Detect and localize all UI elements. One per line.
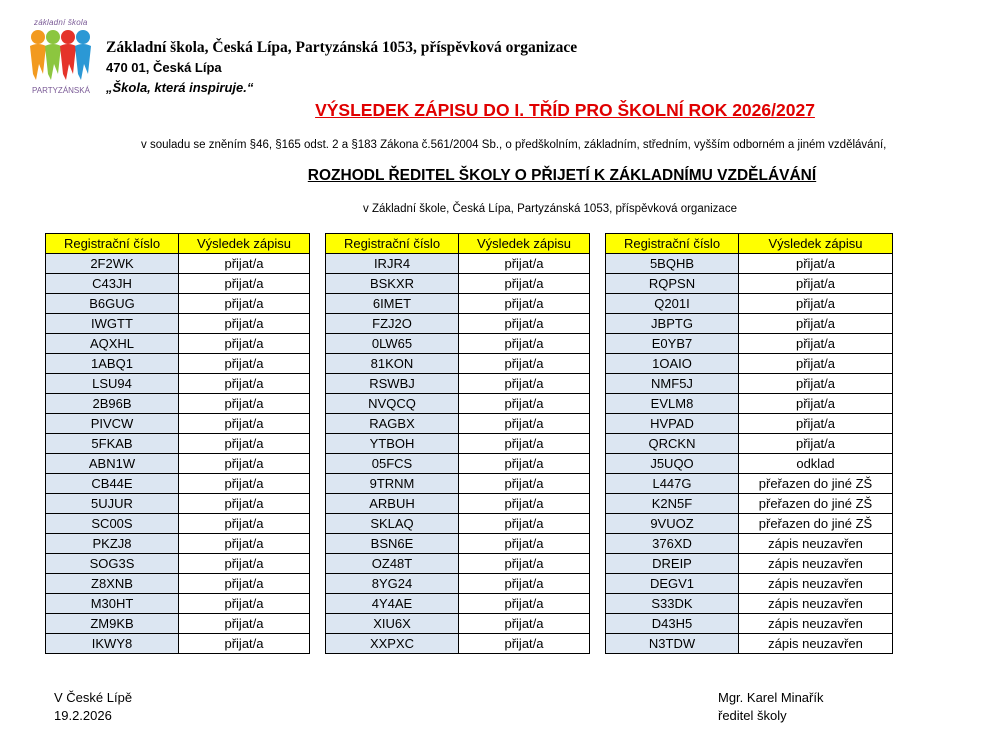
result-cell: přijat/a bbox=[459, 554, 590, 574]
table-row bbox=[606, 634, 893, 654]
table-row bbox=[326, 354, 590, 374]
registration-number-cell: 05FCS bbox=[326, 454, 459, 474]
table-row bbox=[606, 354, 893, 374]
table-row bbox=[46, 374, 310, 394]
table-row bbox=[46, 334, 310, 354]
result-cell: přijat/a bbox=[459, 494, 590, 514]
table-row bbox=[326, 274, 590, 294]
table-row bbox=[326, 314, 590, 334]
registration-number-cell: AQXHL bbox=[46, 334, 179, 354]
registration-number-cell: 5UJUR bbox=[46, 494, 179, 514]
registration-number-cell: RSWBJ bbox=[326, 374, 459, 394]
result-cell: přijat/a bbox=[179, 634, 310, 654]
result-cell: přijat/a bbox=[459, 394, 590, 414]
result-cell: přijat/a bbox=[179, 434, 310, 454]
registration-number-cell: XIU6X bbox=[326, 614, 459, 634]
registration-number-cell: HVPAD bbox=[606, 414, 739, 434]
table-row bbox=[606, 574, 893, 594]
table-row bbox=[46, 474, 310, 494]
registration-number-cell: 9TRNM bbox=[326, 474, 459, 494]
table-row bbox=[326, 554, 590, 574]
page-title: VÝSLEDEK ZÁPISU DO I. TŘÍD PRO ŠKOLNÍ ROK 2026/2027 bbox=[315, 100, 815, 120]
result-cell: přijat/a bbox=[459, 354, 590, 374]
table-row bbox=[46, 534, 310, 554]
result-cell: zápis neuzavřen bbox=[739, 554, 893, 574]
registration-number-cell: PIVCW bbox=[46, 414, 179, 434]
result-cell: odklad bbox=[739, 454, 893, 474]
registration-number-cell: ARBUH bbox=[326, 494, 459, 514]
table-row bbox=[46, 414, 310, 434]
registration-number-cell: D43H5 bbox=[606, 614, 739, 634]
registration-number-cell: K2N5F bbox=[606, 494, 739, 514]
result-cell: přijat/a bbox=[179, 374, 310, 394]
registration-number-cell: IKWY8 bbox=[46, 634, 179, 654]
registration-number-cell: BSN6E bbox=[326, 534, 459, 554]
result-cell: přijat/a bbox=[179, 594, 310, 614]
result-cell: přijat/a bbox=[179, 414, 310, 434]
registration-number-cell: L447G bbox=[606, 474, 739, 494]
registration-number-cell: 5FKAB bbox=[46, 434, 179, 454]
registration-number-cell: 8YG24 bbox=[326, 574, 459, 594]
table-row bbox=[606, 414, 893, 434]
table-row bbox=[606, 554, 893, 574]
result-cell: přijat/a bbox=[459, 314, 590, 334]
table-row bbox=[46, 494, 310, 514]
table-row bbox=[326, 434, 590, 454]
result-cell: přijat/a bbox=[179, 574, 310, 594]
table-row bbox=[46, 634, 310, 654]
registration-number-cell: S33DK bbox=[606, 594, 739, 614]
registration-number-cell: E0YB7 bbox=[606, 334, 739, 354]
table-row bbox=[606, 394, 893, 414]
table-row bbox=[46, 594, 310, 614]
registration-number-cell: 81KON bbox=[326, 354, 459, 374]
table-row bbox=[326, 454, 590, 474]
table-header-row bbox=[606, 234, 893, 254]
registration-number-cell: B6GUG bbox=[46, 294, 179, 314]
table-row bbox=[46, 394, 310, 414]
result-cell: přijat/a bbox=[739, 254, 893, 274]
result-cell: zápis neuzavřen bbox=[739, 574, 893, 594]
result-cell: zápis neuzavřen bbox=[739, 614, 893, 634]
result-cell: zápis neuzavřen bbox=[739, 634, 893, 654]
school-logo bbox=[28, 18, 94, 98]
table-row bbox=[606, 494, 893, 514]
law-reference: v souladu se zněním §46, §165 odst. 2 a §183 Zákona č.561/2004 Sb., o předškolním, základním, středním, vyšším odborném a jiném vzdělávání, bbox=[141, 139, 887, 151]
result-cell: přijat/a bbox=[459, 434, 590, 454]
registration-number-cell: RQPSN bbox=[606, 274, 739, 294]
result-cell: přijat/a bbox=[739, 274, 893, 294]
table-row bbox=[606, 314, 893, 334]
table-row bbox=[46, 454, 310, 474]
registration-number-cell: JBPTG bbox=[606, 314, 739, 334]
result-cell: přijat/a bbox=[459, 454, 590, 474]
registration-number-cell: OZ48T bbox=[326, 554, 459, 574]
school-name: Základní škola, Česká Lípa, Partyzánská 1053, příspěvková organizace bbox=[106, 39, 578, 56]
registration-number-cell: CB44E bbox=[46, 474, 179, 494]
result-cell: přijat/a bbox=[179, 474, 310, 494]
registration-number-cell: SOG3S bbox=[46, 554, 179, 574]
registration-number-cell: 9VUOZ bbox=[606, 514, 739, 534]
result-cell: přijat/a bbox=[179, 294, 310, 314]
registration-number-cell: 6IMET bbox=[326, 294, 459, 314]
registration-number-cell: NVQCQ bbox=[326, 394, 459, 414]
result-cell: přijat/a bbox=[459, 294, 590, 314]
registration-number-cell: 5BQHB bbox=[606, 254, 739, 274]
header-registration-number: Registrační číslo bbox=[606, 234, 739, 254]
table-row bbox=[46, 274, 310, 294]
registration-number-cell: XXPXC bbox=[326, 634, 459, 654]
signer-role: ředitel školy bbox=[718, 708, 787, 723]
result-cell: přijat/a bbox=[739, 434, 893, 454]
registration-number-cell: C43JH bbox=[46, 274, 179, 294]
result-cell: přeřazen do jiné ZŠ bbox=[739, 494, 893, 514]
school-address: 470 01, Česká Lípa bbox=[106, 60, 222, 75]
table-row bbox=[606, 514, 893, 534]
result-cell: přijat/a bbox=[739, 414, 893, 434]
header-result: Výsledek zápisu bbox=[179, 234, 310, 254]
registration-number-cell: SKLAQ bbox=[326, 514, 459, 534]
result-cell: zápis neuzavřen bbox=[739, 594, 893, 614]
registration-number-cell: DEGV1 bbox=[606, 574, 739, 594]
table-row bbox=[606, 434, 893, 454]
result-cell: přijat/a bbox=[739, 354, 893, 374]
registration-number-cell: ABN1W bbox=[46, 454, 179, 474]
table-row bbox=[46, 574, 310, 594]
registration-number-cell: IRJR4 bbox=[326, 254, 459, 274]
table-row bbox=[606, 374, 893, 394]
result-cell: zápis neuzavřen bbox=[739, 534, 893, 554]
result-cell: přijat/a bbox=[459, 534, 590, 554]
result-cell: přijat/a bbox=[739, 294, 893, 314]
result-cell: přijat/a bbox=[179, 354, 310, 374]
signature-place: V České Lípě bbox=[54, 690, 133, 705]
table-row bbox=[326, 414, 590, 434]
table-header-row bbox=[326, 234, 590, 254]
table-row bbox=[326, 514, 590, 534]
result-cell: přijat/a bbox=[179, 254, 310, 274]
table-row bbox=[606, 254, 893, 274]
registration-number-cell: Q201I bbox=[606, 294, 739, 314]
header-registration-number: Registrační číslo bbox=[326, 234, 459, 254]
table-row bbox=[606, 274, 893, 294]
result-cell: přijat/a bbox=[179, 494, 310, 514]
result-cell: přijat/a bbox=[179, 554, 310, 574]
result-cell: přijat/a bbox=[179, 274, 310, 294]
result-cell: přijat/a bbox=[739, 394, 893, 414]
table-row bbox=[606, 594, 893, 614]
registration-number-cell: EVLM8 bbox=[606, 394, 739, 414]
school-motto: „Škola, která inspiruje.“ bbox=[106, 80, 254, 95]
table-row bbox=[326, 374, 590, 394]
table-row bbox=[46, 614, 310, 634]
result-cell: přijat/a bbox=[179, 454, 310, 474]
result-cell: přijat/a bbox=[179, 314, 310, 334]
table-row bbox=[326, 534, 590, 554]
header-registration-number: Registrační číslo bbox=[46, 234, 179, 254]
header-result: Výsledek zápisu bbox=[739, 234, 893, 254]
table-row bbox=[606, 334, 893, 354]
table-row bbox=[606, 454, 893, 474]
registration-number-cell: QRCKN bbox=[606, 434, 739, 454]
result-cell: přijat/a bbox=[179, 514, 310, 534]
registration-number-cell: 376XD bbox=[606, 534, 739, 554]
result-cell: přijat/a bbox=[459, 414, 590, 434]
registration-number-cell: BSKXR bbox=[326, 274, 459, 294]
registration-number-cell: 0LW65 bbox=[326, 334, 459, 354]
registration-number-cell: J5UQO bbox=[606, 454, 739, 474]
table-header-row bbox=[46, 234, 310, 254]
result-cell: přijat/a bbox=[459, 254, 590, 274]
result-cell: přijat/a bbox=[459, 374, 590, 394]
result-cell: přijat/a bbox=[179, 534, 310, 554]
table-row bbox=[606, 474, 893, 494]
result-cell: přijat/a bbox=[459, 334, 590, 354]
result-cell: přijat/a bbox=[179, 394, 310, 414]
registration-number-cell: Z8XNB bbox=[46, 574, 179, 594]
table-row bbox=[606, 534, 893, 554]
result-cell: přijat/a bbox=[459, 474, 590, 494]
table-row bbox=[606, 614, 893, 634]
table-row bbox=[46, 254, 310, 274]
table-row bbox=[326, 254, 590, 274]
table-row bbox=[46, 514, 310, 534]
registration-number-cell: PKZJ8 bbox=[46, 534, 179, 554]
header-result: Výsledek zápisu bbox=[459, 234, 590, 254]
logo-top-text: základní škola bbox=[34, 18, 88, 27]
table-row bbox=[326, 574, 590, 594]
table-row bbox=[46, 354, 310, 374]
table-row bbox=[46, 294, 310, 314]
registration-number-cell: LSU94 bbox=[46, 374, 179, 394]
result-cell: přijat/a bbox=[739, 334, 893, 354]
table-row bbox=[326, 614, 590, 634]
children-figures-icon bbox=[28, 28, 94, 86]
result-cell: přijat/a bbox=[459, 574, 590, 594]
registration-number-cell: 1OAIO bbox=[606, 354, 739, 374]
registration-number-cell: IWGTT bbox=[46, 314, 179, 334]
result-cell: přeřazen do jiné ZŠ bbox=[739, 474, 893, 494]
table-row bbox=[326, 334, 590, 354]
table-row bbox=[326, 634, 590, 654]
registration-number-cell: FZJ2O bbox=[326, 314, 459, 334]
signer-name: Mgr. Karel Minařík bbox=[718, 690, 824, 705]
registration-number-cell: 2B96B bbox=[46, 394, 179, 414]
school-line: v Základní škole, Česká Lípa, Partyzánská 1053, příspěvková organizace bbox=[363, 203, 737, 215]
table-row bbox=[326, 474, 590, 494]
result-cell: přijat/a bbox=[459, 514, 590, 534]
table-row bbox=[326, 294, 590, 314]
table-row bbox=[46, 314, 310, 334]
result-cell: přijat/a bbox=[459, 274, 590, 294]
results-table-2 bbox=[325, 233, 590, 654]
registration-number-cell: N3TDW bbox=[606, 634, 739, 654]
logo-bottom-text: PARTYZÁNSKÁ bbox=[32, 86, 90, 95]
result-cell: přijat/a bbox=[179, 614, 310, 634]
results-table-3 bbox=[605, 233, 893, 654]
result-cell: přijat/a bbox=[459, 634, 590, 654]
registration-number-cell: DREIP bbox=[606, 554, 739, 574]
result-cell: přeřazen do jiné ZŠ bbox=[739, 514, 893, 534]
registration-number-cell: NMF5J bbox=[606, 374, 739, 394]
table-row bbox=[326, 494, 590, 514]
registration-number-cell: RAGBX bbox=[326, 414, 459, 434]
decision-heading: ROZHODL ŘEDITEL ŠKOLY O PŘIJETÍ K ZÁKLADNÍMU VZDĚLÁVÁNÍ bbox=[307, 167, 817, 184]
registration-number-cell: 4Y4AE bbox=[326, 594, 459, 614]
signature-date: 19.2.2026 bbox=[54, 708, 112, 723]
registration-number-cell: ZM9KB bbox=[46, 614, 179, 634]
result-cell: přijat/a bbox=[739, 314, 893, 334]
table-row bbox=[326, 394, 590, 414]
registration-number-cell: YTBOH bbox=[326, 434, 459, 454]
result-cell: přijat/a bbox=[459, 594, 590, 614]
registration-number-cell: 1ABQ1 bbox=[46, 354, 179, 374]
result-cell: přijat/a bbox=[739, 374, 893, 394]
registration-number-cell: M30HT bbox=[46, 594, 179, 614]
result-cell: přijat/a bbox=[179, 334, 310, 354]
table-row bbox=[326, 594, 590, 614]
registration-number-cell: 2F2WK bbox=[46, 254, 179, 274]
results-table-1 bbox=[45, 233, 310, 654]
table-row bbox=[46, 434, 310, 454]
table-row bbox=[46, 554, 310, 574]
result-cell: přijat/a bbox=[459, 614, 590, 634]
table-row bbox=[606, 294, 893, 314]
registration-number-cell: SC00S bbox=[46, 514, 179, 534]
